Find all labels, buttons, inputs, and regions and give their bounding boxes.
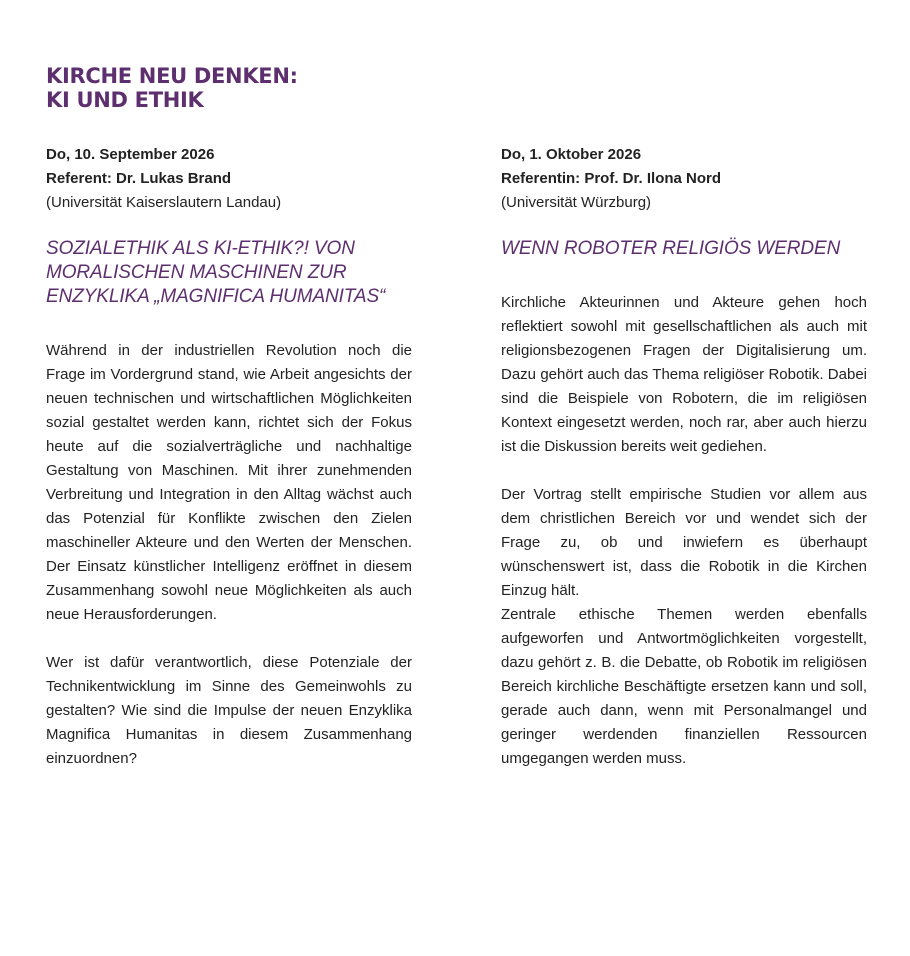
description-paragraph: Zentrale ethische Themen werden ebenfalls aufgeworfen und Antwortmöglichkeiten vorgestellt, dazu gehört z. B. die Debatte, ob Robotik im religiösen Bereich kirchliche Beschäftigte ersetzen kann und soll, gerade auch dann, wenn mit Personalmangel und geringer werdenden finanziellen Ressourcen umgegangen werden muss.: [501, 606, 867, 767]
page-title-line-1: KIRCHE NEU DENKEN:: [46, 64, 298, 88]
event-speaker: Referentin: Prof. Dr. Ilona Nord: [501, 170, 722, 187]
event-column-2: [501, 143, 867, 771]
event-date: Do, 10. September 2026: [46, 146, 215, 163]
event-meta: [501, 143, 867, 215]
description-paragraph: Der Vortrag stellt empirische Studien vor allem aus dem christlichen Bereich vor und wendet sich der Frage zu, ob und inwiefern es überhaupt wünschenswert ist, dass die Robotik in die Kirchen Einzug hält.: [501, 486, 867, 599]
page-title-line-2: KI UND ETHIK: [46, 88, 204, 112]
event-meta: [46, 143, 412, 215]
description-paragraph: Während in der industriellen Revolution noch die Frage im Vordergrund stand, wie Arbeit angesichts der neuen technischen und wirtschaftlichen Möglichkeiten sozial gestaltet werden kann, richtet sich der Fokus heute auf die sozialverträgliche und nachhaltige Gestaltung von Maschinen. Mit ihrer zunehmenden Verbreitung und Integration in den Alltag wächst auch das Potenzial für Konflikte zwischen den Zielen maschineller Akteure und den Werten der Menschen. Der Einsatz künstlicher Intelligenz eröffnet in diesem Zusammenhang sowohl neue Möglichkeiten als auch neue Herausforderungen.: [46, 342, 412, 623]
event-affiliation: (Universität Kaiserslautern Landau): [46, 194, 282, 211]
event-affiliation: (Universität Würzburg): [501, 194, 652, 211]
lecture-title: SOZIALETHIK ALS KI-ETHIK?! VON MORALISCHEN MASCHINEN ZUR ENZYKLIKA „MAGNIFICA HUMANITAS“: [46, 238, 386, 307]
event-date: Do, 1. Oktober 2026: [501, 146, 642, 163]
lecture-description: [46, 339, 412, 771]
description-paragraph: Kirchliche Akteurinnen und Akteure gehen hoch reflektiert sowohl mit gesellschaftlichen als auch mit religionsbezogenen Fragen der Digitalisierung um. Dazu gehört auch das Thema religiöser Robotik. Dabei sind die Beispiele von Robotern, die im religiösen Kontext eingesetzt werden, noch rar, aber auch hierzu ist die Diskussion bereits weit gediehen.: [501, 294, 867, 455]
event-column-1: [46, 143, 412, 771]
page-title: [46, 64, 298, 112]
description-paragraph: Wer ist dafür verantwortlich, diese Potenziale der Technikentwicklung im Sinne des Gemeinwohls zu gestalten? Wie sind die Impulse der neuen Enzyklika Magnifica Humanitas in diesem Zusammenhang einzuordnen?: [46, 654, 412, 767]
lecture-description: [501, 291, 867, 771]
event-speaker: Referent: Dr. Lukas Brand: [46, 170, 232, 187]
lecture-title: WENN ROBOTER RELIGIÖS WERDEN: [501, 238, 841, 259]
